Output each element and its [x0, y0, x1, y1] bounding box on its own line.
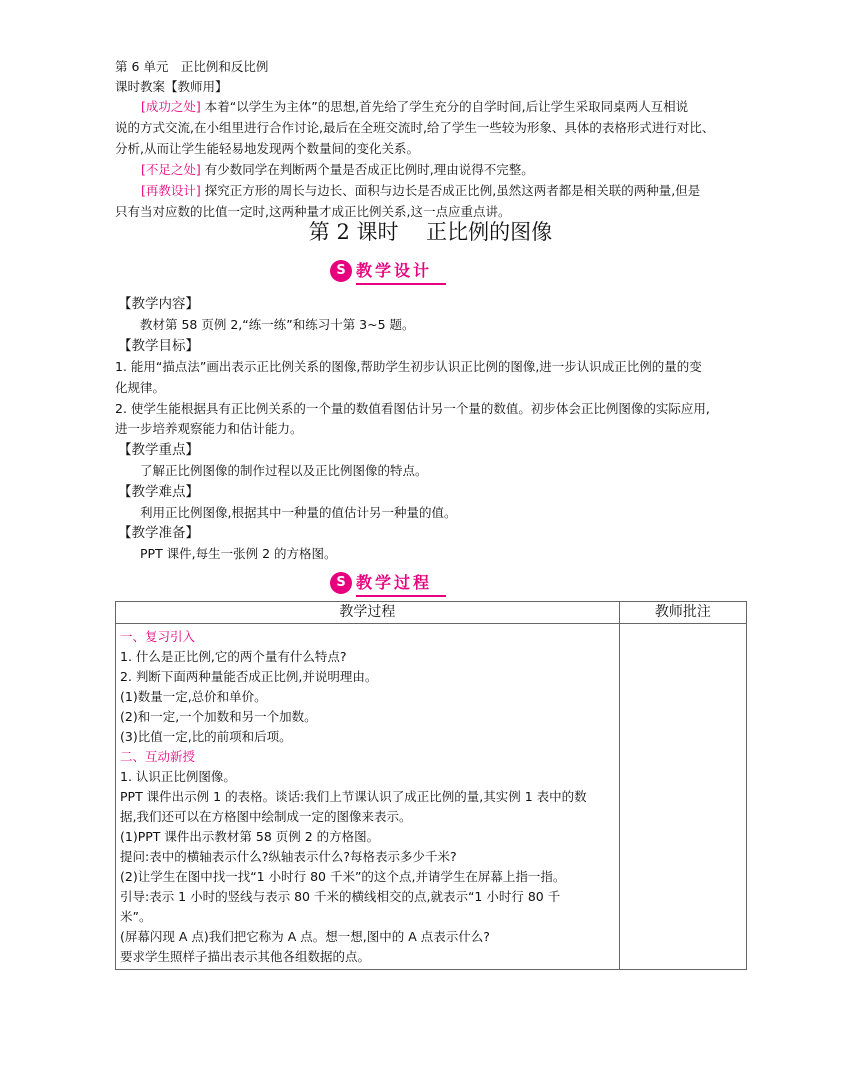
table-header-row [116, 602, 747, 624]
lesson-title: 第 2 课时 正比例的图像 [308, 220, 553, 244]
plan-subtitle: 课时教案【教师用】 [115, 79, 228, 94]
process-column-header: 教学过程 [116, 602, 620, 624]
process-line: 要求学生照样子描出表示其他各组数据的点。 [120, 949, 371, 964]
redesign-paragraph [141, 181, 700, 201]
redesign-tag: [再教设计] [141, 183, 201, 198]
prep-text: PPT 课件,每生一张例 2 的方格图。 [140, 546, 337, 561]
success-paragraph [141, 97, 688, 117]
content-heading: 【教学内容】 [118, 296, 199, 312]
process-line: (2)让学生在图中找一找“1 小时行 80 千米”的这个点,并请学生在屏幕上指一指。 [120, 869, 566, 884]
notes-cell [619, 624, 746, 970]
section-logo-icon: S [330, 572, 352, 594]
prep-heading: 【教学准备】 [118, 525, 199, 541]
process-section-heading: 二、互动新授 [120, 749, 196, 764]
process-line: 1. 什么是正比例,它的两个量有什么特点? [120, 649, 347, 664]
goal-2-line-2: 进一步培养观察能力和估计能力。 [115, 421, 303, 436]
shortfall-paragraph [141, 160, 534, 180]
redesign-line-2: 只有当对应数的比值一定时,这两种量才成正比例关系,这一点应重点讲。 [115, 204, 511, 219]
process-line: (1)PPT 课件出示教材第 58 页例 2 的方格图。 [120, 829, 380, 844]
process-line: (3)比值一定,比的前项和后项。 [120, 729, 292, 744]
process-line: 引导:表示 1 小时的竖线与表示 80 千米的横线相交的点,就表示“1 小时行 80 千 [120, 889, 561, 904]
process-line: (屏幕闪现 A 点)我们把它称为 A 点。想一想,图中的 A 点表示什么? [120, 929, 490, 944]
process-banner-label: 教学过程 [356, 573, 433, 592]
process-table [115, 601, 747, 970]
process-banner [330, 572, 446, 596]
process-cell [116, 624, 620, 970]
content-text: 教材第 58 页例 2,“练一练”和练习十第 3~5 题。 [140, 317, 415, 332]
process-line: 据,我们还可以在方格图中绘制成一定的图像来表示。 [120, 809, 412, 824]
design-banner-label: 教学设计 [356, 261, 433, 280]
process-line: 1. 认识正比例图像。 [120, 769, 236, 784]
design-banner [330, 260, 446, 284]
process-lines [116, 624, 619, 969]
goal-2-line-1: 2. 使学生能根据具有正比例关系的一个量的数值看图估计另一个量的数值。初步体会正比例图像的实际应用, [115, 401, 710, 416]
goals-heading: 【教学目标】 [118, 338, 199, 354]
success-line-2: 说的方式交流,在小组里进行合作讨论,最后在全班交流时,给了学生一些较为形象、具体的表格形式进行对比、 [115, 120, 715, 135]
success-line-1: 本着“以学生为主体”的思想,首先给了学生充分的自学时间,后让学生采取同桌两人互相说 [204, 99, 689, 114]
difficulty-text: 利用正比例图像,根据其中一种量的值估计另一种量的值。 [140, 505, 457, 520]
unit-title: 第 6 单元 正比例和反比例 [115, 59, 269, 74]
process-section-heading: 一、复习引入 [120, 629, 196, 644]
process-line: (2)和一定,一个加数和另一个加数。 [120, 709, 317, 724]
section-logo-icon: S [330, 260, 352, 282]
success-line-3: 分析,从而让学生能轻易地发现两个数量间的变化关系。 [115, 141, 419, 156]
process-banner-underline [356, 595, 446, 597]
process-line: 2. 判断下面两种量能否成正比例,并说明理由。 [120, 669, 378, 684]
design-banner-underline [356, 283, 446, 285]
shortfall-tag: [不足之处] [141, 162, 201, 177]
process-line: 米”。 [120, 909, 152, 924]
difficulty-heading: 【教学难点】 [118, 484, 199, 500]
shortfall-text: 有少数同学在判断两个量是否成正比例时,理由说得不完整。 [204, 162, 534, 177]
process-line: PPT 课件出示例 1 的表格。谈话:我们上节课认识了成正比例的量,其实例 1 表中的数 [120, 789, 587, 804]
table-row [116, 624, 747, 970]
process-line: (1)数量一定,总价和单价。 [120, 689, 267, 704]
success-tag: [成功之处] [141, 99, 201, 114]
notes-column-header: 教师批注 [619, 602, 746, 624]
redesign-line-1: 探究正方形的周长与边长、面积与边长是否成正比例,虽然这两者都是相关联的两种量,但是 [204, 183, 701, 198]
key-heading: 【教学重点】 [118, 442, 199, 458]
goal-1-line-1: 1. 能用“描点法”画出表示正比例关系的图像,帮助学生初步认识正比例的图像,进一步认识成正比例的量的变 [115, 359, 702, 374]
process-line: 提问:表中的横轴表示什么?纵轴表示什么?每格表示多少千米? [120, 849, 457, 864]
goal-1-line-2: 化规律。 [115, 380, 166, 395]
key-text: 了解正比例图像的制作过程以及正比例图像的特点。 [140, 463, 428, 478]
